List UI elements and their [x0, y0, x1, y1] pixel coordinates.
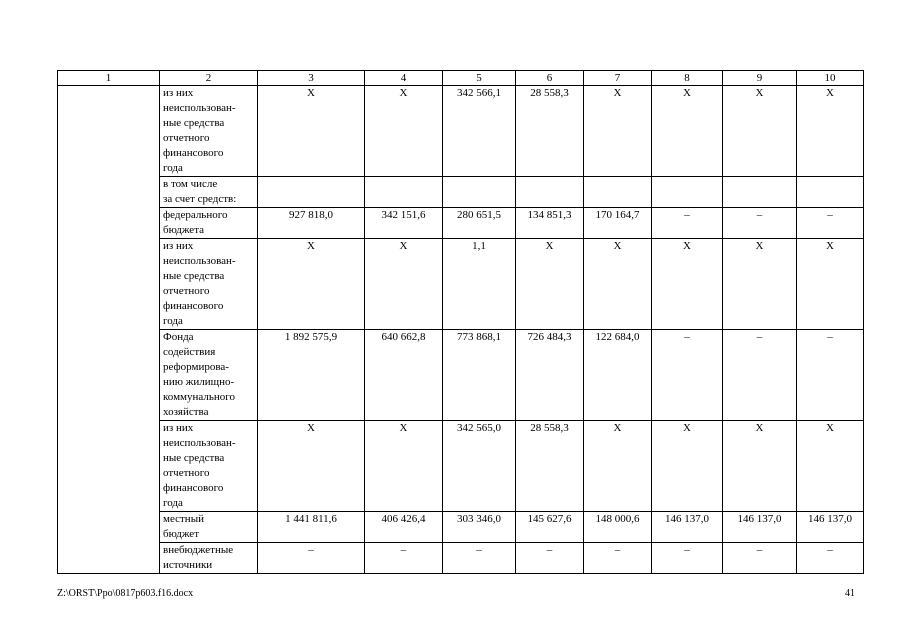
value-cell: – [723, 330, 797, 421]
value-cell: 145 627,6 [516, 512, 584, 543]
value-cell: Х [652, 239, 723, 330]
value-cell: – [723, 208, 797, 239]
value-cell: 406 426,4 [365, 512, 443, 543]
table-row [58, 421, 864, 512]
table-row [58, 512, 864, 543]
value-cell [258, 177, 365, 208]
header-row [58, 71, 864, 86]
value-cell: Х [723, 421, 797, 512]
value-cell: 640 662,8 [365, 330, 443, 421]
table-row [58, 330, 864, 421]
header-cell: 8 [652, 71, 723, 86]
value-cell: Х [797, 239, 864, 330]
value-cell [443, 177, 516, 208]
value-cell [516, 177, 584, 208]
value-cell: Х [365, 239, 443, 330]
value-cell: – [652, 208, 723, 239]
header-cell: 2 [160, 71, 258, 86]
value-cell: 122 684,0 [584, 330, 652, 421]
value-cell: – [797, 330, 864, 421]
value-cell: Х [258, 239, 365, 330]
value-cell: – [723, 543, 797, 574]
value-cell: Х [652, 421, 723, 512]
row-label: из них неиспользован- ные средства отчетного финансового года [160, 239, 258, 330]
value-cell: 28 558,3 [516, 421, 584, 512]
value-cell: 1 441 811,6 [258, 512, 365, 543]
table-row [58, 239, 864, 330]
row-label: из них неиспользован- ные средства отчетного финансового года [160, 86, 258, 177]
value-cell: Х [723, 239, 797, 330]
header-cell: 9 [723, 71, 797, 86]
value-cell: Х [584, 421, 652, 512]
value-cell [584, 177, 652, 208]
value-cell: 773 868,1 [443, 330, 516, 421]
value-cell: 1,1 [443, 239, 516, 330]
value-cell: Х [797, 421, 864, 512]
table-row [58, 177, 864, 208]
merged-first-column-cell [58, 86, 160, 574]
value-cell: 28 558,3 [516, 86, 584, 177]
value-cell: Х [258, 421, 365, 512]
data-table [57, 70, 864, 574]
value-cell: 726 484,3 [516, 330, 584, 421]
value-cell [723, 177, 797, 208]
value-cell: – [443, 543, 516, 574]
row-label: внебюджетные источники [160, 543, 258, 574]
value-cell: Х [652, 86, 723, 177]
value-cell: 170 164,7 [584, 208, 652, 239]
value-cell: 146 137,0 [652, 512, 723, 543]
value-cell: 146 137,0 [723, 512, 797, 543]
value-cell: Х [365, 421, 443, 512]
header-cell: 6 [516, 71, 584, 86]
header-cell: 3 [258, 71, 365, 86]
row-label: федерального бюджета [160, 208, 258, 239]
value-cell: 148 000,6 [584, 512, 652, 543]
value-cell: – [797, 543, 864, 574]
value-cell: 134 851,3 [516, 208, 584, 239]
value-cell: 342 566,1 [443, 86, 516, 177]
table-row [58, 208, 864, 239]
value-cell: – [797, 208, 864, 239]
value-cell [797, 177, 864, 208]
value-cell: Х [516, 239, 584, 330]
header-cell: 5 [443, 71, 516, 86]
footer-page-number: 41 [845, 588, 855, 599]
value-cell: Х [584, 239, 652, 330]
value-cell: 146 137,0 [797, 512, 864, 543]
header-cell: 10 [797, 71, 864, 86]
value-cell: 1 892 575,9 [258, 330, 365, 421]
value-cell: – [516, 543, 584, 574]
row-label: Фонда содействия реформирова- нию жилищно- коммунального хозяйства [160, 330, 258, 421]
header-cell: 4 [365, 71, 443, 86]
table-row [58, 86, 864, 177]
value-cell [652, 177, 723, 208]
value-cell: 280 651,5 [443, 208, 516, 239]
value-cell: Х [258, 86, 365, 177]
table-row [58, 543, 864, 574]
value-cell: Х [584, 86, 652, 177]
footer-file-path: Z:\ORST\Ppo\0817p603.f16.docx [57, 588, 194, 599]
row-label: местный бюджет [160, 512, 258, 543]
value-cell: – [365, 543, 443, 574]
value-cell: – [258, 543, 365, 574]
header-cell: 1 [58, 71, 160, 86]
value-cell: 342 151,6 [365, 208, 443, 239]
value-cell: – [652, 330, 723, 421]
value-cell: Х [365, 86, 443, 177]
value-cell: 342 565,0 [443, 421, 516, 512]
row-label: в том числе за счет средств: [160, 177, 258, 208]
value-cell [365, 177, 443, 208]
header-cell: 7 [584, 71, 652, 86]
value-cell: 303 346,0 [443, 512, 516, 543]
value-cell: – [584, 543, 652, 574]
value-cell: – [652, 543, 723, 574]
value-cell: Х [723, 86, 797, 177]
value-cell: Х [797, 86, 864, 177]
row-label: из них неиспользован- ные средства отчетного финансового года [160, 421, 258, 512]
value-cell: 927 818,0 [258, 208, 365, 239]
